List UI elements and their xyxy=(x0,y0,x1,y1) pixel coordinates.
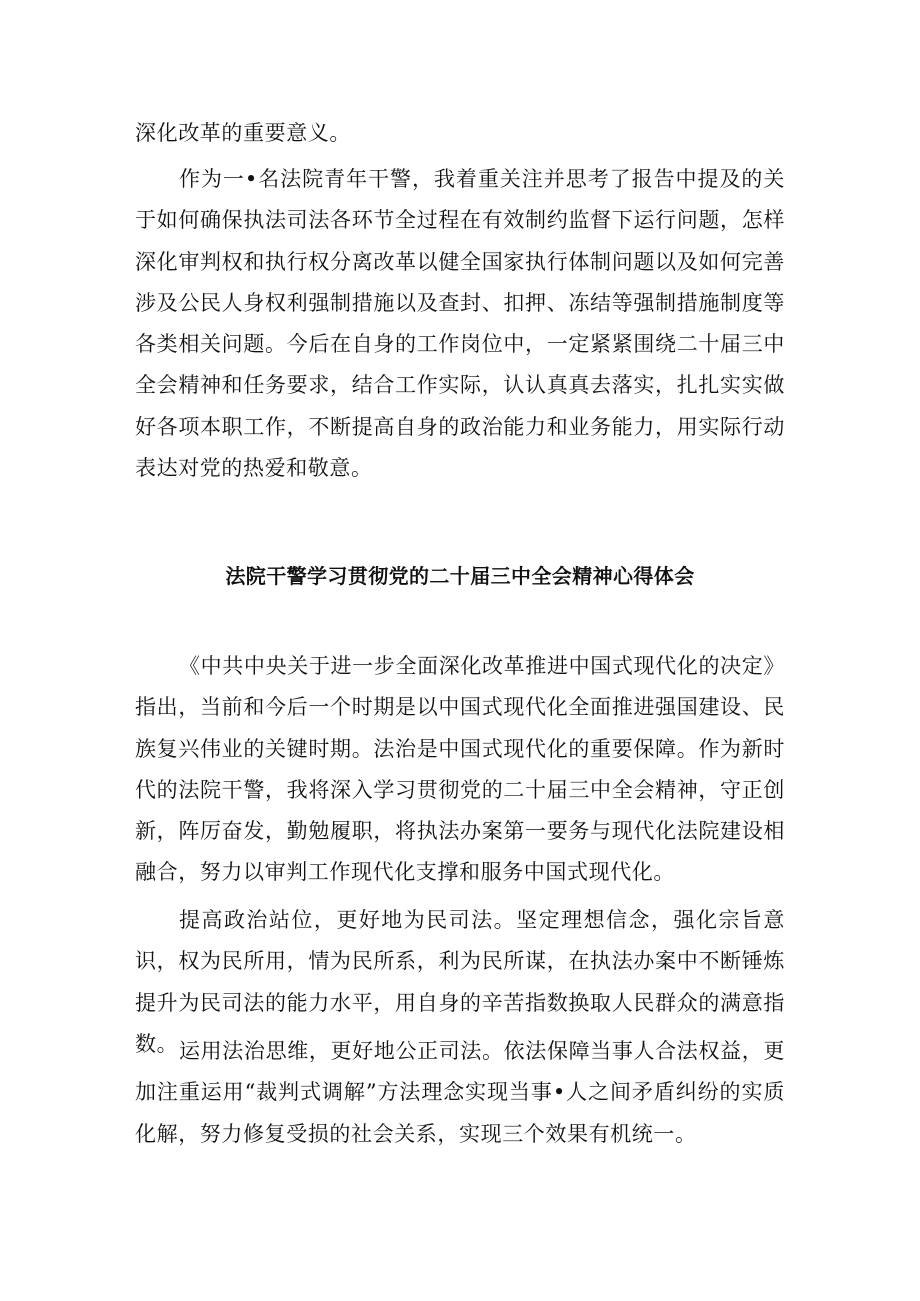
paragraph-rule-of-law: 运用法治思维，更好地公正司法。依法保障当事人合法权益，更加注重运用“裁判式调解”方法理念实现当事•人之间矛盾纠纷的实质化解，努力修复受损的社会关系，实现三个效果有机统一。 xyxy=(135,1039,785,1146)
paragraph-continuation: 深化改革的重要意义。 xyxy=(135,121,351,145)
section-title: 法院干警学习贯彻党的二十届三中全会精神心得体会 xyxy=(225,564,695,588)
paragraph-reflection: 作为一•名法院青年干警，我着重关注并思考了报告中提及的关于如何确保执法司法各环节全过程在有效制约监督下运行问题，怎样深化审判权和执行权分离改革以健全国家执行体制问题以及如何完善涉及公民人身权利强制措施以及查封、扣押、冻结等强制措施制度等各类相关问题。今后在自身的工作岗位中，一定紧紧围绕二十届三中全会精神和任务要求，结合工作实际，认认真真去落实，扎扎实实做好各项本职工作，不断提高自身的政治能力和业务能力，用实际行动表达对党的热爱和敬意。 xyxy=(135,167,785,481)
paragraph-decision-intro: 《中共中央关于进一步全面深化改革推进中国式现代化的决定》指出，当前和今后一个时期是以中国式现代化全面推进强国建设、民族复兴伟业的关键时期。法治是中国式现代化的重要保障。作为新时代的法院干警，我将深入学习贯彻党的二十届三中全会精神，守正创新，阵厉奋发，勤勉履职，将执法办案第一要务与现代化法院建设相融合，努力以审判工作现代化支撑和服务中国式现代化。 xyxy=(135,654,785,885)
paragraph-political-stance: 提高政治站位，更好地为民司法。坚定理想信念，强化宗旨意识，权为民所用，情为民所系，利为民所谋，在执法办案中不断锤炼提升为民司法的能力水平，用自身的辛苦指数换取人民群众的满意指数。 xyxy=(135,908,785,1056)
